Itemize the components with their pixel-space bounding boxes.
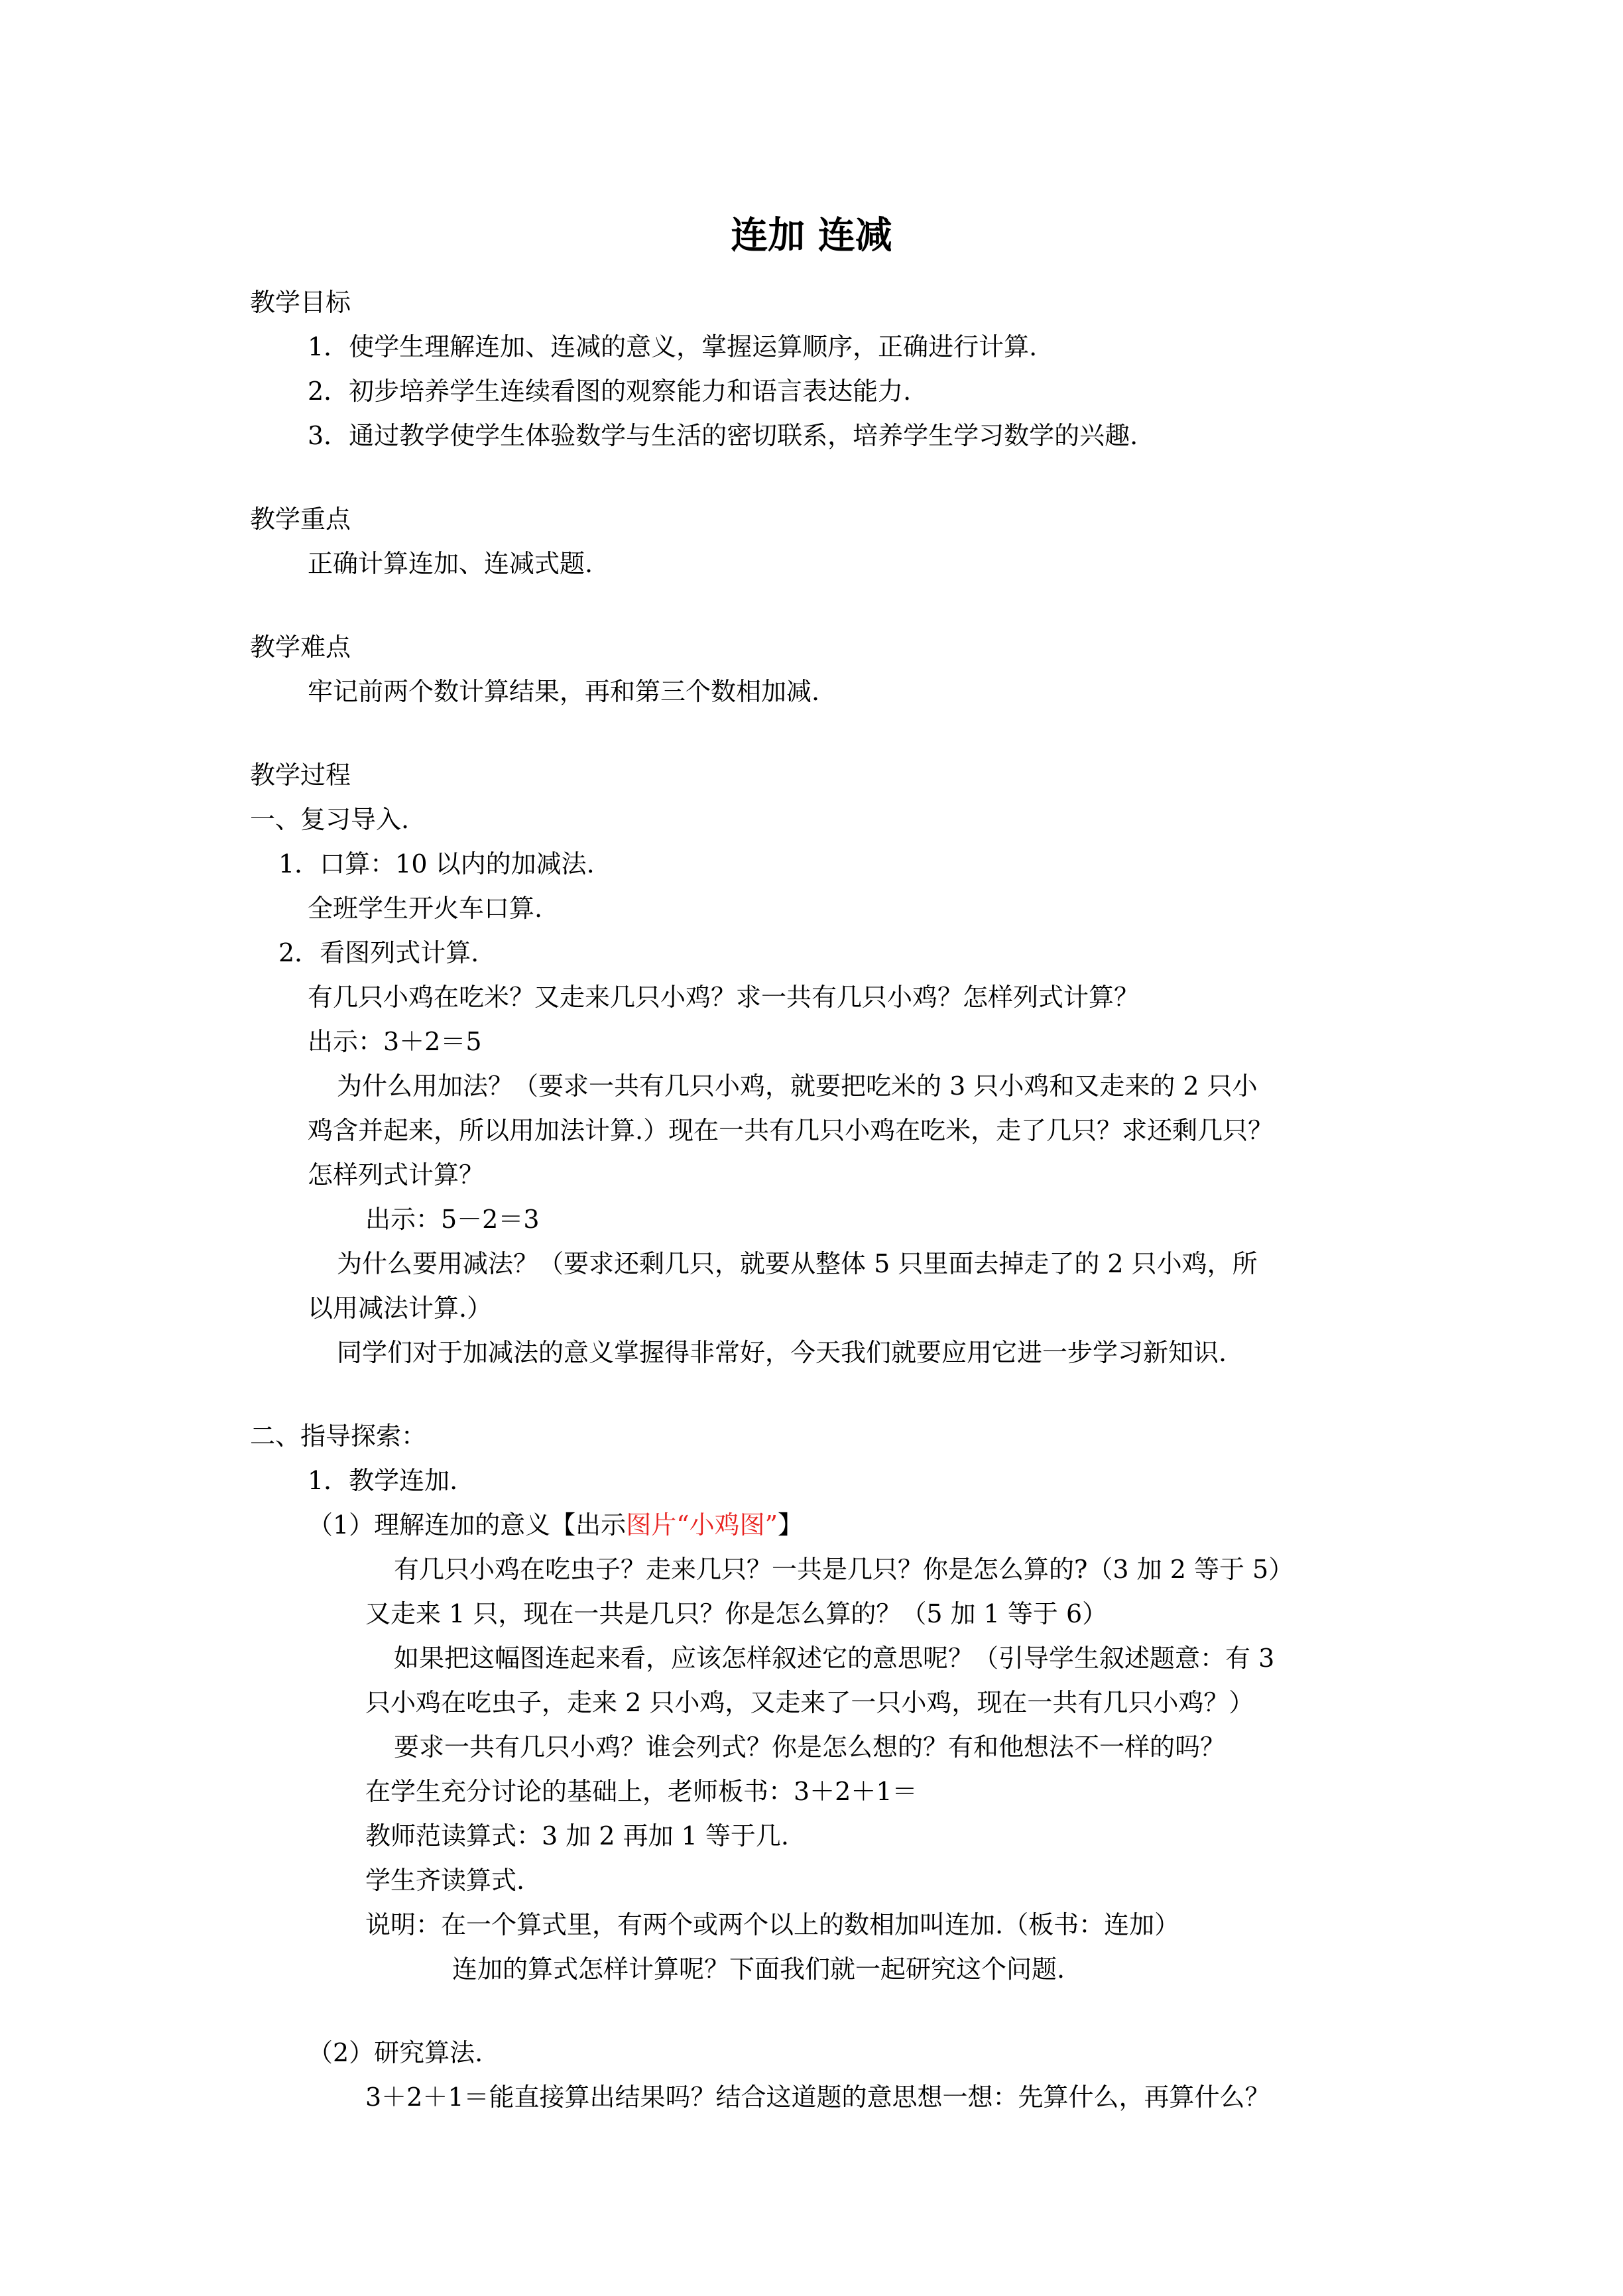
difficulty-text: 牢记前两个数计算结果，再和第三个数相加减. bbox=[308, 677, 820, 706]
part2-line-5: 要求一共有几只小鸡？谁会列式？你是怎么想的？有和他想法不一样的吗？ bbox=[394, 1732, 1226, 1762]
part2-sub1-heading bbox=[308, 1509, 803, 1541]
part2-line-1: 有几只小鸡在吃虫子？走来几只？一共是几只？你是怎么算的?（3 加 2 等于 5） bbox=[394, 1555, 1294, 1584]
part2-line-4: 只小鸡在吃虫子，走来 2 只小鸡，又走来了一只小鸡，现在一共有几只小鸡？） bbox=[365, 1688, 1254, 1717]
part2-line-9: 说明：在一个算式里，有两个或两个以上的数相加叫连加.（板书：连加） bbox=[365, 1910, 1180, 1939]
part2-line-3: 如果把这幅图连起来看，应该怎样叙述它的意思呢？（引导学生叙述题意：有 3 bbox=[394, 1644, 1275, 1673]
part1-heading: 一、复习导入. bbox=[250, 805, 410, 834]
part1-line-4: 鸡含并起来，所以用加法计算.）现在一共有几只小鸡在吃米，走了几只？求还剩几只？ bbox=[308, 1116, 1274, 1145]
part1-line-5: 怎样列式计算？ bbox=[308, 1160, 485, 1189]
part2-line-2: 又走来 1 只，现在一共是几只？你是怎么算的？（5 加 1 等于 6） bbox=[365, 1599, 1108, 1628]
sub1-suffix: 】 bbox=[778, 1510, 804, 1540]
part1-item1-heading: 1．口算：10 以内的加减法. bbox=[278, 849, 595, 878]
part2-item1-heading: 1．教学连加. bbox=[308, 1466, 458, 1495]
objective-item-3: 3．通过教学使学生体验数学与生活的密切联系，培养学生学习数学的兴趣. bbox=[308, 421, 1138, 450]
part2-sub2-heading: （2）研究算法. bbox=[308, 2038, 483, 2067]
part2-sub2-line: 3＋2＋1＝能直接算出结果吗？结合这道题的意思想一想：先算什么，再算什么？ bbox=[365, 2083, 1270, 2112]
sub1-prefix: （1）理解连加的意义【出示 bbox=[308, 1510, 627, 1540]
objective-item-1: 1．使学生理解连加、连减的意义，掌握运算顺序，正确进行计算. bbox=[308, 332, 1038, 361]
key-point-text: 正确计算连加、连减式题. bbox=[308, 549, 593, 578]
part1-line-7: 为什么要用减法？（要求还剩几只，就要从整体 5 只里面去掉走了的 2 只小鸡，所 bbox=[337, 1249, 1258, 1278]
process-heading: 教学过程 bbox=[250, 760, 351, 790]
objectives-heading: 教学目标 bbox=[250, 288, 351, 317]
part1-item1-text: 全班学生开火车口算. bbox=[308, 894, 543, 923]
part1-line-3: 为什么用加法？（要求一共有几只小鸡，就要把吃米的 3 只小鸡和又走来的 2 只小 bbox=[337, 1071, 1258, 1101]
part2-line-7: 教师范读算式：3 加 2 再加 1 等于几. bbox=[365, 1821, 790, 1850]
part2-line-8: 学生齐读算式. bbox=[365, 1866, 525, 1895]
objective-item-2: 2．初步培养学生连续看图的观察能力和语言表达能力. bbox=[308, 377, 912, 406]
part2-line-10: 连加的算式怎样计算呢？下面我们就一起研究这个问题. bbox=[452, 1955, 1065, 1984]
part1-line-9: 同学们对于加减法的意义掌握得非常好，今天我们就要应用它进一步学习新知识. bbox=[337, 1338, 1227, 1367]
sub1-red-link-text: 图片“小鸡图” bbox=[626, 1510, 778, 1540]
page-title: 连加 连减 bbox=[731, 213, 892, 257]
part2-heading: 二、指导探索： bbox=[250, 1421, 427, 1451]
part2-line-6: 在学生充分讨论的基础上，老师板书：3＋2＋1＝ bbox=[365, 1777, 918, 1806]
key-point-heading: 教学重点 bbox=[250, 505, 351, 534]
part1-line-6: 出示：5－2＝3 bbox=[365, 1205, 540, 1234]
difficulty-heading: 教学难点 bbox=[250, 633, 351, 662]
part1-line-8: 以用减法计算.） bbox=[308, 1294, 493, 1323]
part1-line-1: 有几只小鸡在吃米？又走来几只小鸡？求一共有几只小鸡？怎样列式计算？ bbox=[308, 983, 1140, 1012]
part1-item2-heading: 2．看图列式计算. bbox=[278, 938, 479, 967]
part1-line-2: 出示：3＋2＝5 bbox=[308, 1027, 482, 1056]
